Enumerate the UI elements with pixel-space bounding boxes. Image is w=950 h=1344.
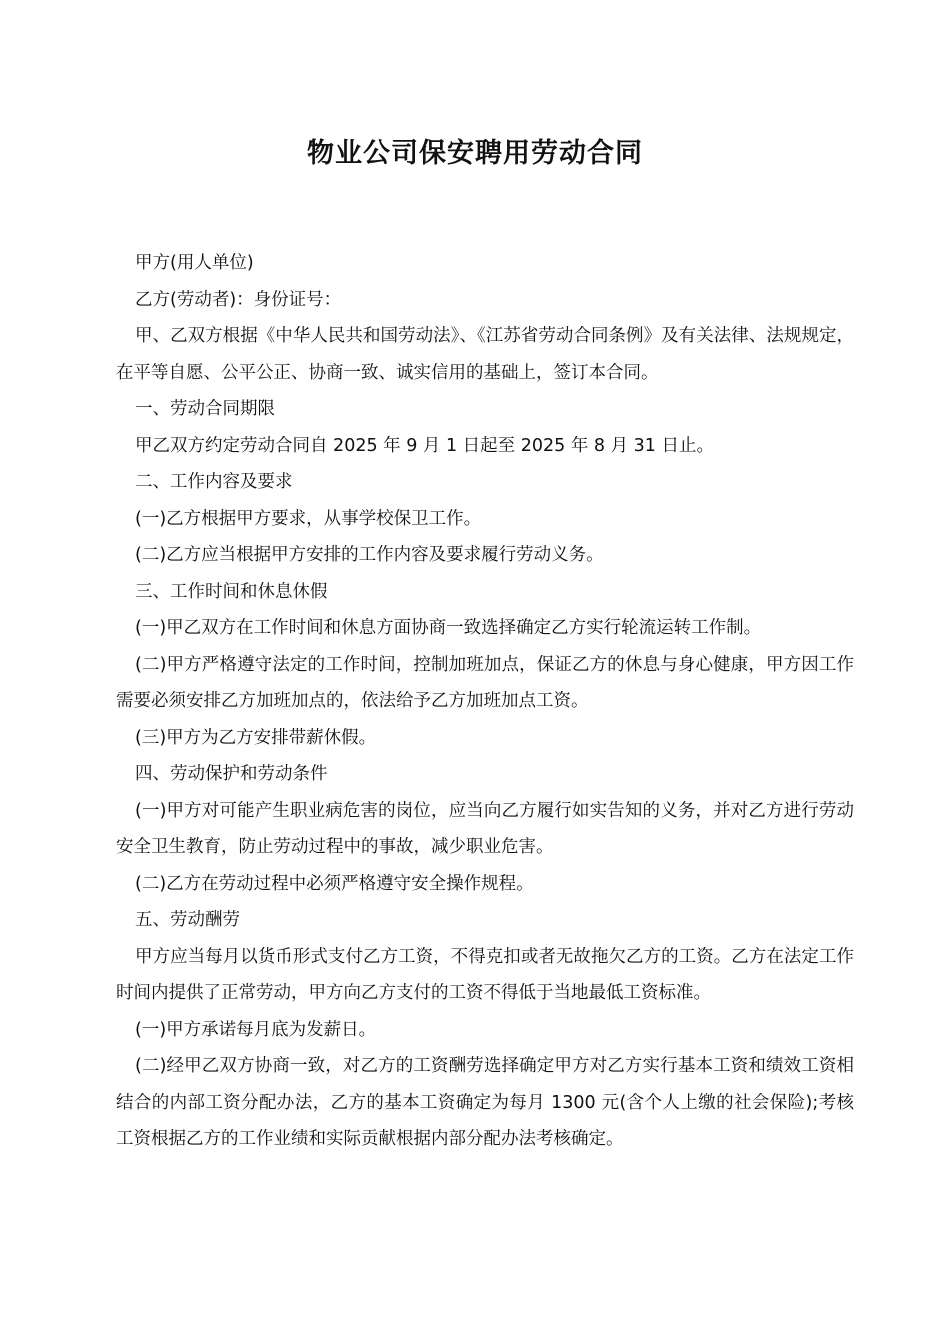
duties-item-1: (一)乙方根据甲方要求，从事学校保卫工作。 (135, 508, 482, 529)
document-title: 物业公司保安聘用劳动合同 (307, 138, 643, 169)
protection-item-2: (二)乙方在劳动过程中必须严格遵守安全操作规程。 (135, 873, 534, 894)
protection-item-1: (一)甲方对可能产生职业病危害的岗位，应当向乙方履行如实告知的义务，并对乙方进行劳动安全卫生教育，防止劳动过程中的事故，减少职业危害。 (116, 800, 854, 857)
term-paragraph: 甲乙双方约定劳动合同自 2025 年 9 月 1 日起至 2025 年 8 月 31 日止。 (135, 435, 714, 456)
section-heading-pay: 五、劳动酬劳 (135, 910, 240, 930)
hours-item-2: (二)甲方严格遵守法定的工作时间，控制加班加点，保证乙方的休息与身心健康，甲方因工作需要必须安排乙方加班加点的，依法给予乙方加班加点工资。 (116, 654, 854, 711)
section-heading-term: 一、劳动合同期限 (135, 399, 275, 419)
hours-item-1: (一)甲乙双方在工作时间和休息方面协商一致选择确定乙方实行轮流运转工作制。 (135, 618, 762, 638)
pay-paragraph: 甲方应当每月以货币形式支付乙方工资，不得克扣或者无故拖欠乙方的工资。乙方在法定工作时间内提供了正常劳动，甲方向乙方支付的工资不得低于当地最低工资标准。 (116, 946, 854, 1003)
pay-item-1: (一)甲方承诺每月底为发薪日。 (135, 1019, 377, 1040)
document-body (116, 245, 854, 1158)
duties-item-2: (二)乙方应当根据甲方安排的工作内容及要求履行劳动义务。 (135, 545, 604, 565)
hours-item-3: (三)甲方为乙方安排带薪休假。 (135, 727, 377, 748)
party-a-line: 甲方(用人单位) (135, 253, 254, 273)
party-b-line: 乙方(劳动者)：身份证号： (135, 289, 342, 310)
preamble-paragraph: 甲、乙双方根据《中华人民共和国劳动法》、《江苏省劳动合同条例》及有关法律、法规规定，在平等自愿、公平公正、协商一致、诚实信用的基础上，签订本合同。 (116, 326, 854, 383)
section-heading-hours: 三、工作时间和休息休假 (135, 581, 328, 602)
section-heading-protection: 四、劳动保护和劳动条件 (135, 764, 328, 784)
pay-item-2: (二)经甲乙双方协商一致，对乙方的工资酬劳选择确定甲方对乙方实行基本工资和绩效工资相结合的内部工资分配办法，乙方的基本工资确定为每月 1300 元(含个人上缴的社会保险);考核工资根据乙方的工作业绩和实际贡献根据内部分配办法考核确定。 (116, 1056, 854, 1149)
section-heading-duties: 二、工作内容及要求 (135, 472, 293, 492)
